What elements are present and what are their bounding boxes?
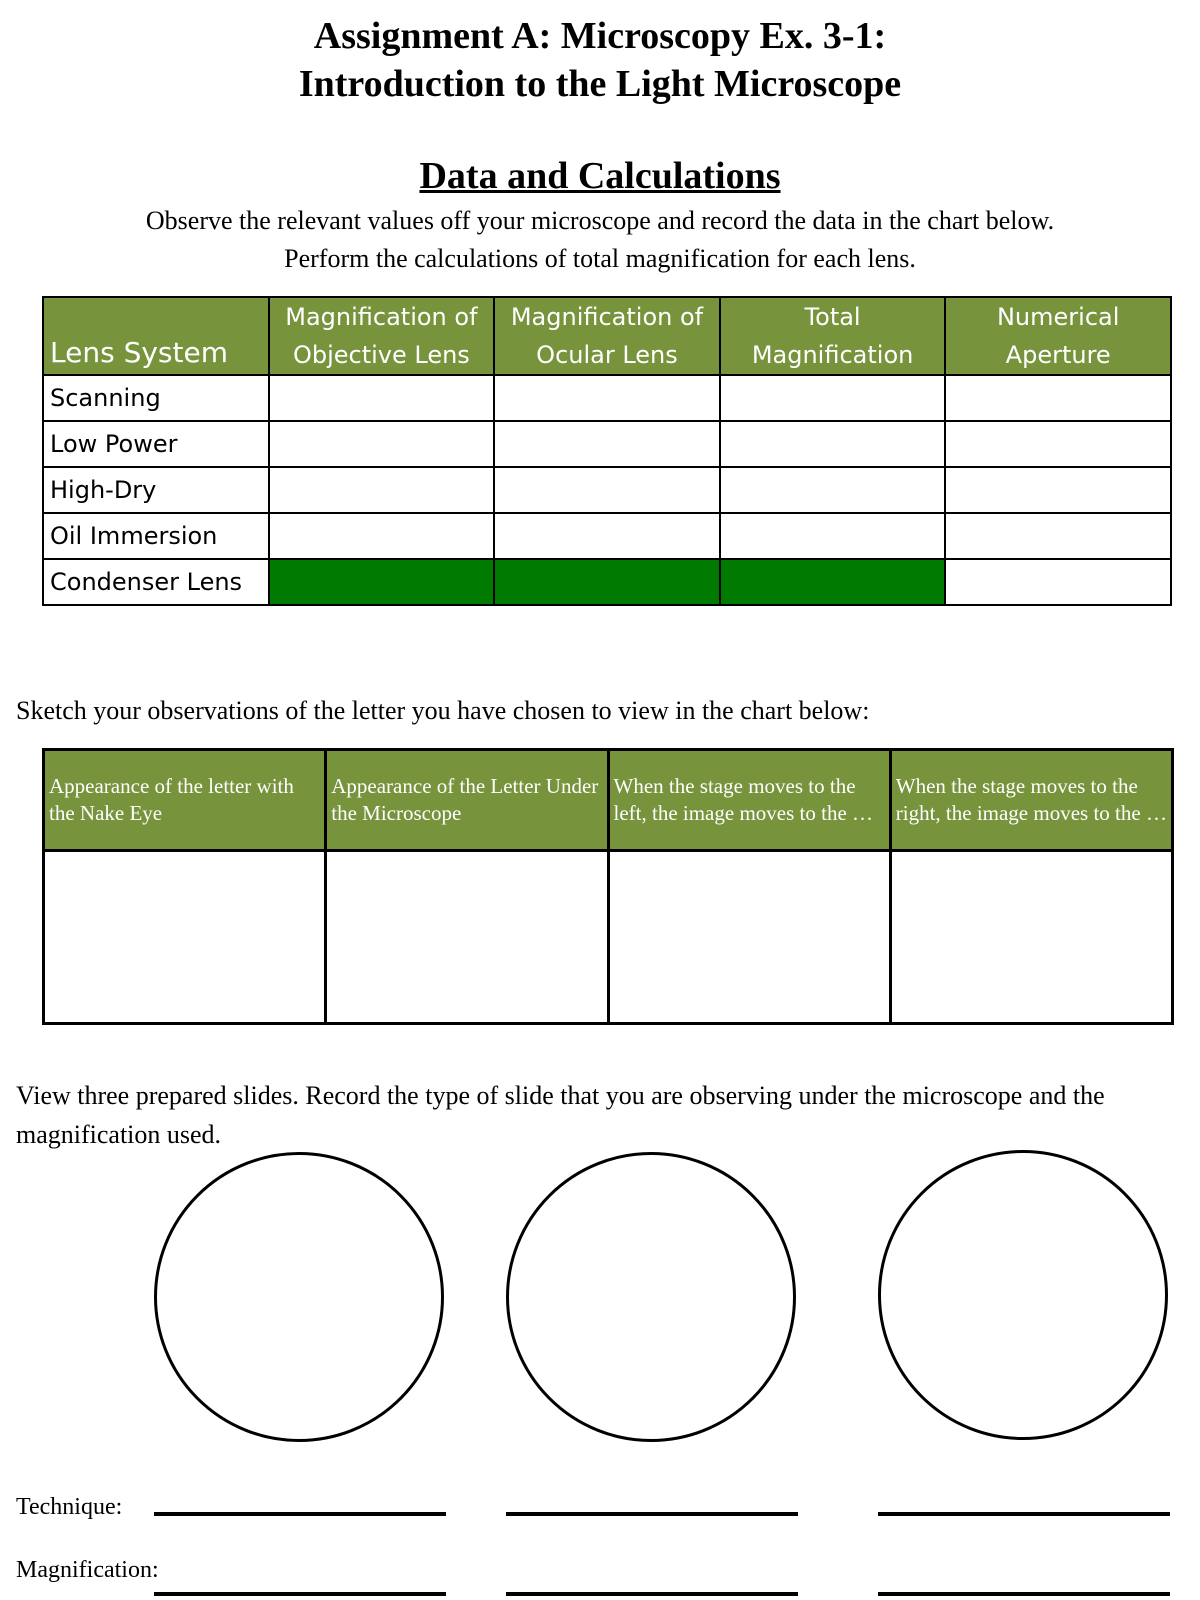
column-header-objective-magnification: Magnification of Objective Lens bbox=[269, 297, 495, 375]
table-row bbox=[43, 421, 1171, 467]
blocked-cell bbox=[269, 559, 495, 605]
row-label-scanning: Scanning bbox=[43, 375, 269, 421]
column-header-lens-system: Lens System bbox=[43, 297, 269, 375]
technique-answer-line[interactable] bbox=[506, 1512, 798, 1516]
entry-cell[interactable] bbox=[269, 375, 495, 421]
column-header-ocular-magnification: Magnification of Ocular Lens bbox=[494, 297, 720, 375]
row-label-condenser-lens: Condenser Lens bbox=[43, 559, 269, 605]
entry-cell[interactable] bbox=[945, 559, 1171, 605]
section-heading: Data and Calculations bbox=[419, 155, 781, 197]
row-label-oil-immersion: Oil Immersion bbox=[43, 513, 269, 559]
lens-data-table bbox=[42, 296, 1172, 606]
slide-view-circle[interactable] bbox=[506, 1152, 796, 1442]
sketch-cell[interactable] bbox=[44, 851, 326, 1024]
entry-cell[interactable] bbox=[494, 375, 720, 421]
column-header-under-microscope: Appearance of the Letter Under the Microscope bbox=[326, 750, 608, 851]
technique-answer-line[interactable] bbox=[154, 1512, 446, 1516]
entry-cell[interactable] bbox=[945, 467, 1171, 513]
entry-cell[interactable] bbox=[945, 513, 1171, 559]
entry-cell[interactable] bbox=[720, 375, 946, 421]
slide-view-circle[interactable] bbox=[878, 1150, 1168, 1440]
magnification-answer-line[interactable] bbox=[154, 1592, 446, 1596]
instruction-line-2: Perform the calculations of total magnification for each lens. bbox=[284, 244, 916, 273]
sketch-cell[interactable] bbox=[326, 851, 608, 1024]
slide-view-circle[interactable] bbox=[154, 1152, 444, 1442]
entry-cell[interactable] bbox=[269, 421, 495, 467]
lens-table-header-row bbox=[43, 297, 1171, 375]
table-row bbox=[43, 559, 1171, 605]
sketch-table bbox=[42, 748, 1174, 1025]
entry-cell[interactable] bbox=[720, 513, 946, 559]
table-row bbox=[43, 513, 1171, 559]
sketch-table-header-row bbox=[44, 750, 1173, 851]
slides-instructions: View three prepared slides. Record the type of slide that you are observing under the microscope and the magnification used. bbox=[16, 1081, 1105, 1149]
table-row bbox=[43, 467, 1171, 513]
sketch-cell[interactable] bbox=[890, 851, 1172, 1024]
magnification-answer-line[interactable] bbox=[506, 1592, 798, 1596]
entry-cell[interactable] bbox=[494, 513, 720, 559]
technique-answer-line[interactable] bbox=[878, 1512, 1170, 1516]
entry-cell[interactable] bbox=[720, 467, 946, 513]
column-header-stage-left: When the stage moves to the left, the image moves to the … bbox=[608, 750, 890, 851]
column-header-naked-eye: Appearance of the letter with the Nake Eye bbox=[44, 750, 326, 851]
row-label-low-power: Low Power bbox=[43, 421, 269, 467]
column-header-numerical-aperture: Numerical Aperture bbox=[945, 297, 1171, 375]
magnification-label: Magnification: bbox=[16, 1557, 159, 1583]
entry-cell[interactable] bbox=[494, 421, 720, 467]
blocked-cell bbox=[494, 559, 720, 605]
table-row bbox=[43, 375, 1171, 421]
table-row bbox=[44, 851, 1173, 1024]
entry-cell[interactable] bbox=[720, 421, 946, 467]
sketch-cell[interactable] bbox=[608, 851, 890, 1024]
entry-cell[interactable] bbox=[269, 467, 495, 513]
magnification-answer-line[interactable] bbox=[878, 1592, 1170, 1596]
page-title-line-2: Introduction to the Light Microscope bbox=[298, 63, 902, 105]
column-header-total-magnification: Total Magnification bbox=[720, 297, 946, 375]
column-header-stage-right: When the stage moves to the right, the image moves to the … bbox=[890, 750, 1172, 851]
entry-cell[interactable] bbox=[494, 467, 720, 513]
entry-cell[interactable] bbox=[269, 513, 495, 559]
page-title-line-1: Assignment A: Microscopy Ex. 3-1: bbox=[313, 15, 887, 57]
row-label-high-dry: High-Dry bbox=[43, 467, 269, 513]
technique-label: Technique: bbox=[16, 1494, 123, 1520]
sketch-instructions: Sketch your observations of the letter you have chosen to view in the chart below: bbox=[16, 696, 870, 725]
instruction-line-1: Observe the relevant values off your microscope and record the data in the chart below. bbox=[145, 206, 1055, 235]
blocked-cell bbox=[720, 559, 946, 605]
entry-cell[interactable] bbox=[945, 421, 1171, 467]
entry-cell[interactable] bbox=[945, 375, 1171, 421]
